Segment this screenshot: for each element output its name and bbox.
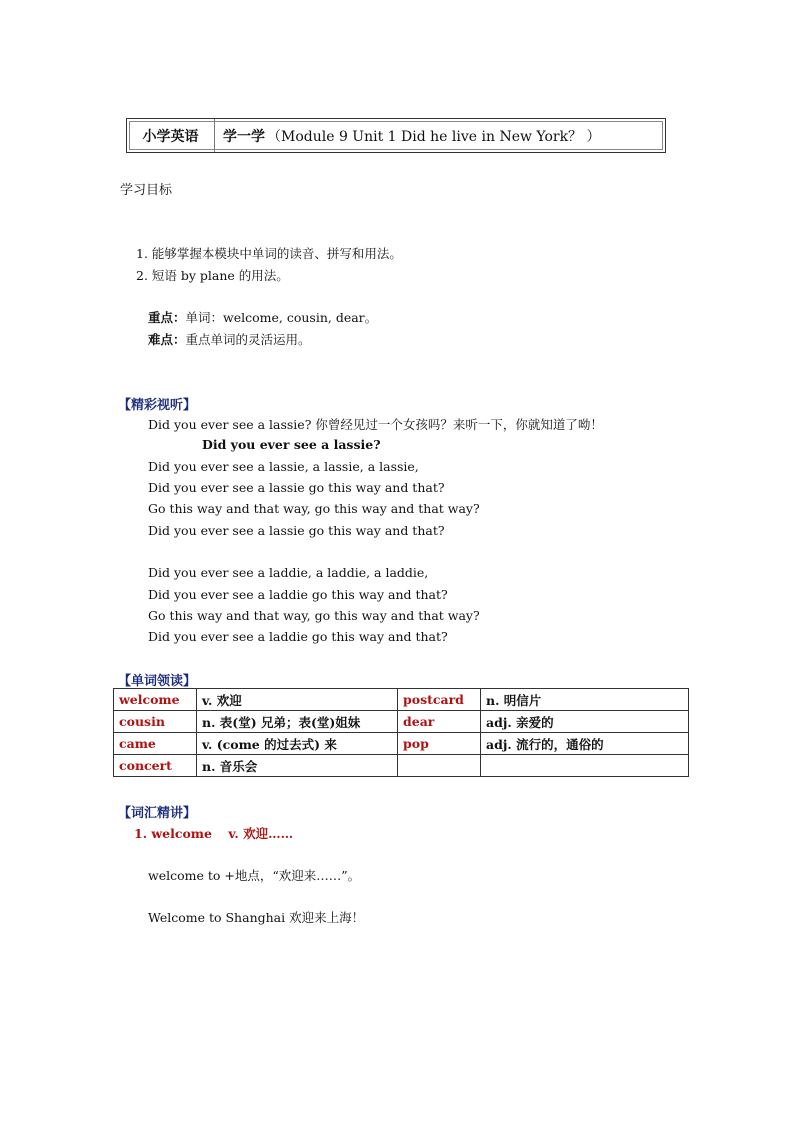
vocab-word: pop xyxy=(398,733,481,755)
explanation-pos: v. 欢迎…… xyxy=(228,826,294,841)
verse2-line: Did you ever see a laddie, a laddie, a laddie, xyxy=(148,565,429,580)
key-point-label: 重点： xyxy=(148,310,186,325)
vocab-word: dear xyxy=(398,711,481,733)
vocab-word: welcome xyxy=(114,689,197,711)
key-point-text: 单词：welcome, cousin, dear。 xyxy=(185,310,378,325)
verse2-line: Did you ever see a laddie go this way and that? xyxy=(148,587,448,602)
key-point xyxy=(148,308,377,326)
objective-item-2: 2. 短语 by plane 的用法。 xyxy=(136,268,289,283)
table-row xyxy=(114,733,689,755)
vocab-word: postcard xyxy=(398,689,481,711)
vocab-meaning: n. 明信片 xyxy=(481,689,689,711)
vocab-word: came xyxy=(114,733,197,755)
difficulty-text: 重点单词的灵活运用。 xyxy=(185,332,311,347)
verse2-line: Did you ever see a laddie go this way and that? xyxy=(148,629,448,644)
verse1-line: Did you ever see a lassie go this way and that? xyxy=(148,480,445,495)
vocab-meaning: adj. 流行的，通俗的 xyxy=(481,733,689,755)
objectives-heading: 学习目标 xyxy=(120,183,173,198)
objective-item-1: 1. 能够掌握本模块中单词的读音、拼写和用法。 xyxy=(136,246,402,261)
vocab-meaning: v. 欢迎 xyxy=(197,689,398,711)
subject-cell: 小学英语 xyxy=(127,119,215,152)
listening-heading: 【精彩视听】 xyxy=(118,398,197,413)
verse1-line: Go this way and that way, go this way and that way? xyxy=(148,501,480,516)
explanation-heading: 【词汇精讲】 xyxy=(118,806,197,821)
verse1-line: Did you ever see a lassie go this way and that? xyxy=(148,523,445,538)
vocab-meaning: n. 表(堂) 兄弟；表(堂)姐妹 xyxy=(197,711,398,733)
verse2-line: Go this way and that way, go this way and that way? xyxy=(148,608,480,623)
verse1-line: Did you ever see a lassie, a lassie, a lassie, xyxy=(148,459,419,474)
vocab-meaning xyxy=(481,755,689,777)
lesson-title-cell xyxy=(215,119,665,152)
song-title: Did you ever see a lassie? xyxy=(202,437,381,452)
lesson-title-zh: 学一学 xyxy=(223,128,265,145)
explanation-item xyxy=(134,824,293,842)
vocab-meaning: n. 音乐会 xyxy=(197,755,398,777)
table-row xyxy=(114,689,689,711)
table-row xyxy=(114,755,689,777)
explanation-line: welcome to +地点，“欢迎来……”。 xyxy=(148,868,361,883)
explanation-example: Welcome to Shanghai 欢迎来上海！ xyxy=(148,910,365,925)
vocab-meaning: adj. 亲爱的 xyxy=(481,711,689,733)
lesson-title-en: （Module 9 Unit 1 Did he live in New York？ ） xyxy=(267,128,601,145)
vocab-meaning: v. (come 的过去式) 来 xyxy=(197,733,398,755)
lesson-header xyxy=(126,118,666,153)
listening-intro: Did you ever see a lassie? 你曾经见过一个女孩吗？来听一下，你就知道了呦！ xyxy=(148,417,603,432)
vocabulary-table xyxy=(113,688,689,777)
vocab-word: cousin xyxy=(114,711,197,733)
vocab-word: concert xyxy=(114,755,197,777)
vocabulary-heading: 【单词领读】 xyxy=(118,674,197,689)
table-row xyxy=(114,711,689,733)
vocab-word xyxy=(398,755,481,777)
difficulty-label: 难点： xyxy=(148,332,186,347)
difficulty-point xyxy=(148,330,311,348)
explanation-word: 1. welcome xyxy=(134,826,212,841)
